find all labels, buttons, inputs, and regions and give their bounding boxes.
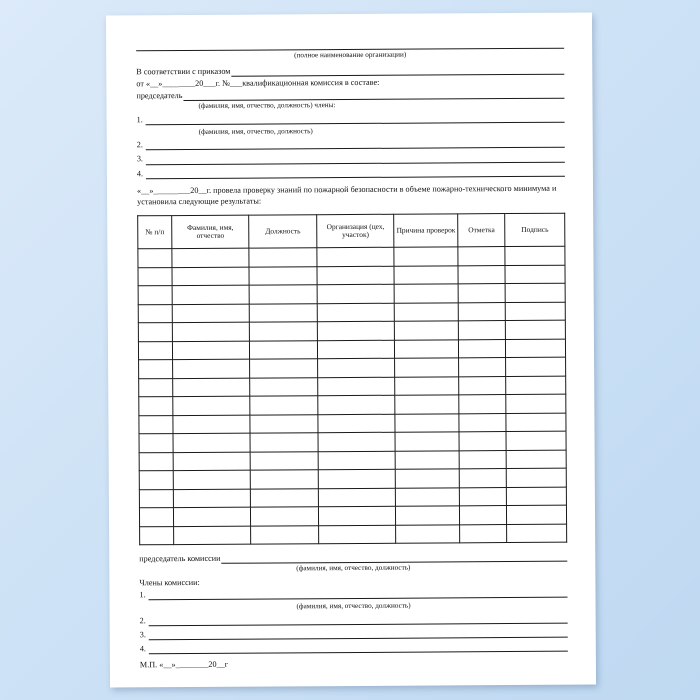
table-cell[interactable]	[506, 395, 566, 414]
org-name-caption: (полное наименование организации)	[294, 50, 407, 60]
table-cell[interactable]	[395, 377, 459, 396]
table-cell[interactable]	[460, 506, 507, 525]
table-cell[interactable]	[505, 265, 565, 284]
table-cell[interactable]	[506, 450, 566, 469]
table-cell[interactable]	[506, 432, 566, 451]
table-cell[interactable]	[138, 286, 172, 305]
member-line-3	[137, 151, 565, 165]
table-cell[interactable]	[318, 340, 395, 359]
table-cell[interactable]	[506, 376, 566, 395]
table-cell[interactable]	[139, 360, 173, 379]
table-cell[interactable]	[506, 469, 566, 488]
table-cell[interactable]	[319, 470, 396, 489]
footer-member-fill-3	[149, 628, 568, 641]
table-cell[interactable]	[139, 452, 173, 471]
column-header-number: № п/п	[138, 216, 172, 249]
table-cell[interactable]	[250, 378, 318, 397]
table-cell[interactable]	[459, 395, 506, 414]
member-fill-1	[146, 112, 565, 125]
verification-paragraph: «__»_________20__г. провела проверку знаний по пожарной безопасности в объеме пожарно-технического минимума и установила следующие результаты:	[136, 183, 557, 207]
footer-member-number-4: 4.	[139, 644, 146, 654]
member-number-3: 3.	[136, 154, 143, 164]
table-cell[interactable]	[250, 489, 318, 508]
table-cell[interactable]	[505, 284, 565, 303]
footer-member-number-1: 1.	[139, 590, 146, 600]
member-line-1	[137, 111, 565, 125]
document-content	[136, 47, 568, 671]
table-cell[interactable]	[172, 248, 249, 267]
footer-member-line-3	[140, 627, 568, 641]
table-cell[interactable]	[173, 341, 250, 360]
table-cell[interactable]	[249, 322, 317, 341]
table-cell[interactable]	[318, 377, 395, 396]
table-cell[interactable]	[138, 341, 172, 360]
table-cell[interactable]	[318, 303, 395, 322]
results-table-body	[138, 247, 567, 546]
table-cell[interactable]	[459, 450, 506, 469]
table-cell[interactable]	[174, 507, 251, 526]
table-cell[interactable]	[395, 340, 459, 359]
table-cell[interactable]	[318, 451, 395, 470]
footer-members-caption: (фамилия, имя, отчество, должность)	[296, 601, 411, 611]
footer-member-line-4	[140, 641, 568, 655]
column-header-reason: Причина проверок	[394, 214, 458, 247]
table-cell[interactable]	[174, 526, 251, 545]
table-cell[interactable]	[250, 415, 318, 434]
footer-block	[139, 551, 568, 670]
table-cell[interactable]	[506, 413, 566, 432]
table-cell[interactable]	[249, 285, 317, 304]
table-cell[interactable]	[395, 358, 459, 377]
footer-member-line-1	[139, 587, 567, 601]
footer-member-number-2: 2.	[139, 616, 146, 626]
table-cell[interactable]	[505, 247, 565, 266]
date-number-label: от «__»________20___г. №___квалификационная комиссия в составе:	[136, 77, 380, 89]
table-cell[interactable]	[138, 249, 172, 268]
column-header-mark: Отметка	[458, 214, 505, 247]
table-cell[interactable]	[458, 302, 505, 321]
table-cell[interactable]	[459, 321, 506, 340]
table-cell[interactable]	[250, 452, 318, 471]
table-cell[interactable]	[459, 358, 506, 377]
table-cell[interactable]	[172, 285, 249, 304]
footer-member-number-3: 3.	[139, 630, 146, 640]
member-number-2: 2.	[136, 140, 143, 150]
table-cell[interactable]	[460, 487, 507, 506]
table-cell[interactable]	[396, 488, 460, 507]
table-cell[interactable]	[139, 415, 173, 434]
table-cell[interactable]	[318, 359, 395, 378]
table-cell[interactable]	[319, 507, 396, 526]
table-cell[interactable]	[394, 303, 458, 322]
table-cell[interactable]	[318, 414, 395, 433]
table-cell[interactable]	[395, 395, 459, 414]
table-cell[interactable]	[507, 487, 567, 506]
column-header-signature: Подпись	[505, 214, 565, 247]
table-cell[interactable]	[138, 304, 172, 323]
footer-members-label: Члены комиссии:	[139, 578, 200, 588]
table-cell[interactable]	[138, 323, 172, 342]
table-cell[interactable]	[173, 433, 250, 452]
table-cell[interactable]	[139, 378, 173, 397]
member-line-2	[137, 137, 565, 151]
table-cell[interactable]	[251, 526, 319, 545]
column-header-organization: Организация (цех, участок)	[317, 215, 394, 248]
table-cell[interactable]	[250, 507, 318, 526]
table-cell[interactable]	[459, 432, 506, 451]
table-cell[interactable]	[395, 321, 459, 340]
members-caption: (фамилия, имя, отчество, должность)	[198, 126, 313, 136]
table-row	[140, 524, 567, 545]
table-cell[interactable]	[395, 414, 459, 433]
table-cell[interactable]	[459, 339, 506, 358]
table-cell[interactable]	[507, 524, 567, 543]
chairman-caption: (фамилия, имя, отчество, должность) члены:	[198, 100, 336, 110]
table-cell[interactable]	[139, 508, 173, 527]
table-cell[interactable]	[459, 469, 506, 488]
table-cell[interactable]	[139, 434, 173, 453]
table-cell[interactable]	[174, 489, 251, 508]
footer-member-line-2	[140, 613, 568, 627]
footer-chairman-caption: (фамилия, имя, отчество, должность)	[296, 564, 411, 573]
table-cell[interactable]	[172, 304, 249, 323]
table-cell[interactable]	[249, 267, 317, 286]
table-cell[interactable]	[317, 285, 394, 304]
document-page	[106, 13, 596, 688]
table-header-row	[138, 214, 565, 250]
table-cell[interactable]	[172, 267, 249, 286]
footer-chairman-label: председатель комиссии	[139, 554, 221, 564]
table-cell[interactable]	[318, 433, 395, 452]
table-cell[interactable]	[505, 302, 565, 321]
table-cell[interactable]	[460, 524, 507, 543]
table-cell[interactable]	[173, 396, 250, 415]
table-cell[interactable]	[140, 526, 174, 545]
table-cell[interactable]	[173, 470, 250, 489]
member-fill-3	[146, 152, 565, 165]
table-cell[interactable]	[172, 322, 249, 341]
table-cell[interactable]	[249, 304, 317, 323]
member-fill-4	[146, 166, 565, 179]
table-cell[interactable]	[318, 396, 395, 415]
table-cell[interactable]	[250, 359, 318, 378]
member-line-4	[137, 165, 565, 179]
table-cell[interactable]	[139, 489, 173, 508]
footer-member-fill-2	[149, 614, 568, 627]
table-cell[interactable]	[394, 284, 458, 303]
table-cell[interactable]	[249, 341, 317, 360]
table-cell[interactable]	[459, 413, 506, 432]
order-label: В соответствии с приказом	[136, 66, 231, 77]
table-cell[interactable]	[139, 471, 173, 490]
table-cell[interactable]	[317, 248, 394, 267]
table-cell[interactable]	[250, 470, 318, 489]
table-cell[interactable]	[395, 432, 459, 451]
table-cell[interactable]	[506, 321, 566, 340]
table-cell[interactable]	[458, 265, 505, 284]
table-cell[interactable]	[394, 266, 458, 285]
table-cell[interactable]	[173, 452, 250, 471]
table-cell[interactable]	[395, 469, 459, 488]
table-cell[interactable]	[319, 488, 396, 507]
table-cell[interactable]	[394, 247, 458, 266]
member-number-4: 4.	[136, 168, 144, 178]
column-header-position: Должность	[249, 215, 318, 248]
table-cell[interactable]	[173, 415, 250, 434]
member-number-1: 1.	[136, 114, 143, 124]
table-cell[interactable]	[319, 525, 396, 544]
footer-member-fill-4	[149, 642, 568, 655]
table-cell[interactable]	[396, 525, 460, 544]
table-cell[interactable]	[318, 322, 395, 341]
table-cell[interactable]	[173, 359, 250, 378]
table-cell[interactable]	[250, 396, 318, 415]
member-fill-2	[146, 138, 565, 151]
table-cell[interactable]	[458, 284, 505, 303]
column-header-fullname: Фамилия, имя, отчество	[172, 215, 249, 248]
results-table	[137, 213, 567, 546]
table-cell[interactable]	[506, 339, 566, 358]
table-cell[interactable]	[459, 376, 506, 395]
table-cell[interactable]	[139, 397, 173, 416]
footer-member-fill-1	[148, 588, 567, 601]
table-cell[interactable]	[249, 248, 317, 267]
table-cell[interactable]	[458, 247, 505, 266]
table-cell[interactable]	[395, 451, 459, 470]
table-cell[interactable]	[396, 506, 460, 525]
table-cell[interactable]	[506, 358, 566, 377]
table-cell[interactable]	[250, 433, 318, 452]
table-cell[interactable]	[138, 267, 172, 286]
table-cell[interactable]	[507, 506, 567, 525]
table-cell[interactable]	[173, 378, 250, 397]
stamp-date-line: М.П. «__»________20__г	[139, 659, 229, 670]
table-cell[interactable]	[317, 266, 394, 285]
chairman-label: председатель	[136, 90, 183, 101]
